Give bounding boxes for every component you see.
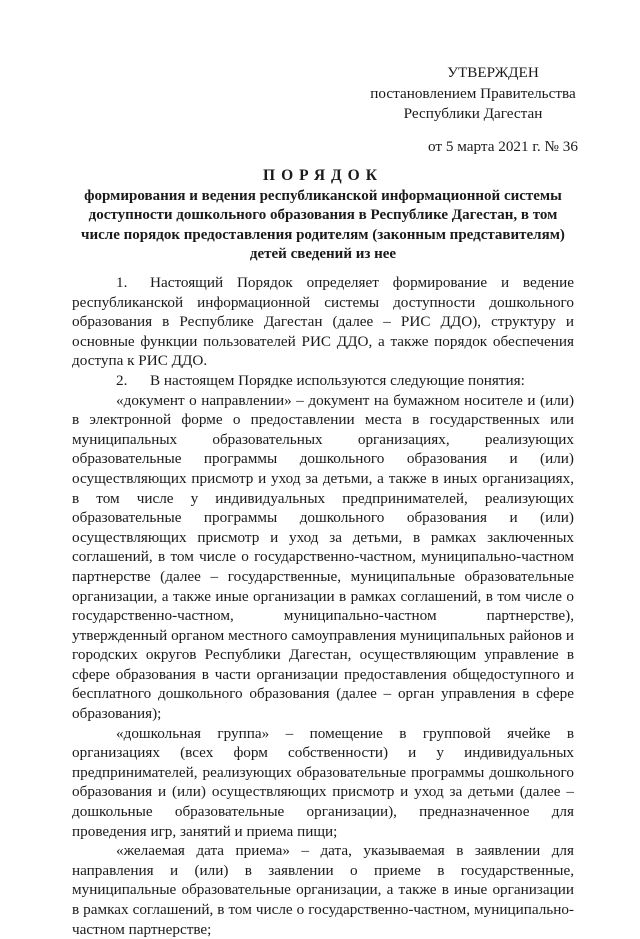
document-title: ПОРЯДОК [263, 167, 383, 184]
document-body [72, 273, 574, 939]
paragraph-number: 2. [116, 371, 128, 389]
document-subtitle: формирования и ведения республиканской информационной системы доступности дошкольного образования в Республике Дагестан, в том числе порядок предоставления родителям (законным представителям) детей сведений из нее [81, 187, 565, 262]
definition-paragraph [72, 724, 574, 842]
definition-paragraph [72, 841, 574, 939]
document-heading [72, 166, 574, 265]
paragraph-text: «документ о направлении» – документ на бумажном носителе и (или) в электронной форме о предоставлении места в государственных или муниципальных образовательных организациях, реализующих образовательные программы дошкольного образования и (или) осуществляющих присмотр и уход за детьми, а также в иных организациях, в том числе у индивидуальных предпринимателей, реализующих образовательные программы дошкольного образования и (или) осуществляющих присмотр и уход за детьми, в рамках заключенных соглашений, в том числе о государственно-частном, муниципально-частном партнерстве (далее – государственные, муниципальные образовательные организации, а также иные организации в рамках соглашений, в том числе о государственно-частном, муниципально-частном партнерстве), утвержденный органом местного самоуправления муниципальных районов и городских округов Республики Дагестан, осуществляющим управление в сфере образования в части организации предоставления общедоступного и бесплатного дошкольного образования (далее – орган управления в сфере образования); [72, 391, 574, 723]
definition-paragraph [72, 391, 574, 724]
approval-title: УТВЕРЖДЕН [447, 64, 539, 81]
paragraph-text: «желаемая дата приема» – дата, указываемая в заявлении для направления и (или) в заявлении о приеме в государственные, муниципальные образовательные организации, а также в иные организации в рамках соглашений, в том числе о государственно-частном, муниципально-частном партнерстве; [72, 842, 574, 938]
paragraph-text: Настоящий Порядок определяет формирование и ведение республиканской информационной системы доступности дошкольного образования в Республике Дагестан (далее – РИС ДДО), структуру и основные функции пользователей РИС ДДО, а также порядок обеспечения доступа к РИС ДДО. [72, 274, 574, 370]
paragraph-text: «дошкольная группа» – помещение в групповой ячейке в организациях (всех форм собственности) и у индивидуальных предпринимателей, реализующих образовательные программы дошкольного образования и (или) осуществляющих присмотр и уход за детьми (далее – дошкольные образовательные организации), предназначенное для проведения игр, занятий и приема пищи; [72, 724, 574, 840]
paragraph-number: 1. [116, 274, 128, 291]
paragraph-text: В настоящем Порядке используются следующие понятия: [150, 371, 525, 389]
approval-authority: постановлением Правительства [370, 84, 576, 102]
approval-date: от 5 марта 2021 г. № 36 [428, 137, 578, 155]
approval-region: Республики Дагестан [403, 105, 543, 122]
approval-stamp-block [368, 63, 578, 157]
paragraph-1 [72, 273, 574, 371]
paragraph-2 [72, 371, 574, 391]
